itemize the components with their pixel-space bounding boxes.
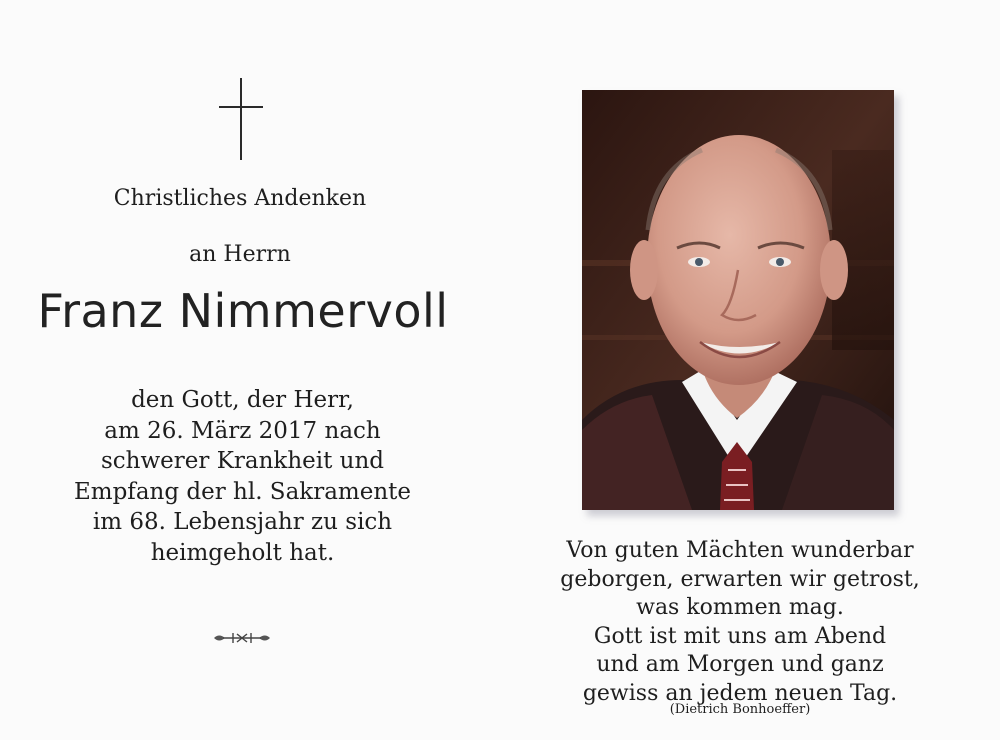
- quote-source: (Dietrich Bonhoeffer): [669, 702, 811, 717]
- obituary-line: am 26. März 2017 nach: [104, 417, 381, 444]
- quote-line: und am Morgen und ganz: [596, 652, 884, 677]
- obituary-line: im 68. Lebensjahr zu sich: [92, 509, 393, 535]
- cross-icon: [219, 78, 263, 160]
- quote-line: Von guten Mächten wunderbar: [566, 538, 914, 563]
- quote-line: gewiss an jedem neuen Tag.: [582, 680, 898, 706]
- salutation-text: an Herrn: [189, 242, 291, 267]
- obituary-text: [0, 385, 485, 568]
- quote-line: was kommen mag.: [636, 595, 844, 620]
- obituary-line: heimgeholt hat.: [150, 539, 335, 566]
- obituary-line: schwerer Krankheit und: [100, 448, 385, 474]
- portrait-photo: [582, 90, 894, 510]
- obituary-line: den Gott, der Herr,: [131, 387, 354, 413]
- ornament-divider-icon: [213, 630, 271, 646]
- intro-text: Christliches Andenken: [113, 186, 367, 211]
- quote-line: geborgen, erwarten wir getrost,: [560, 566, 920, 592]
- deceased-name: Franz Nimmervoll: [37, 284, 449, 338]
- bonhoeffer-quote: [530, 537, 950, 708]
- obituary-line: Empfang der hl. Sakramente: [73, 478, 412, 505]
- quote-line: Gott ist mit uns am Abend: [593, 623, 887, 649]
